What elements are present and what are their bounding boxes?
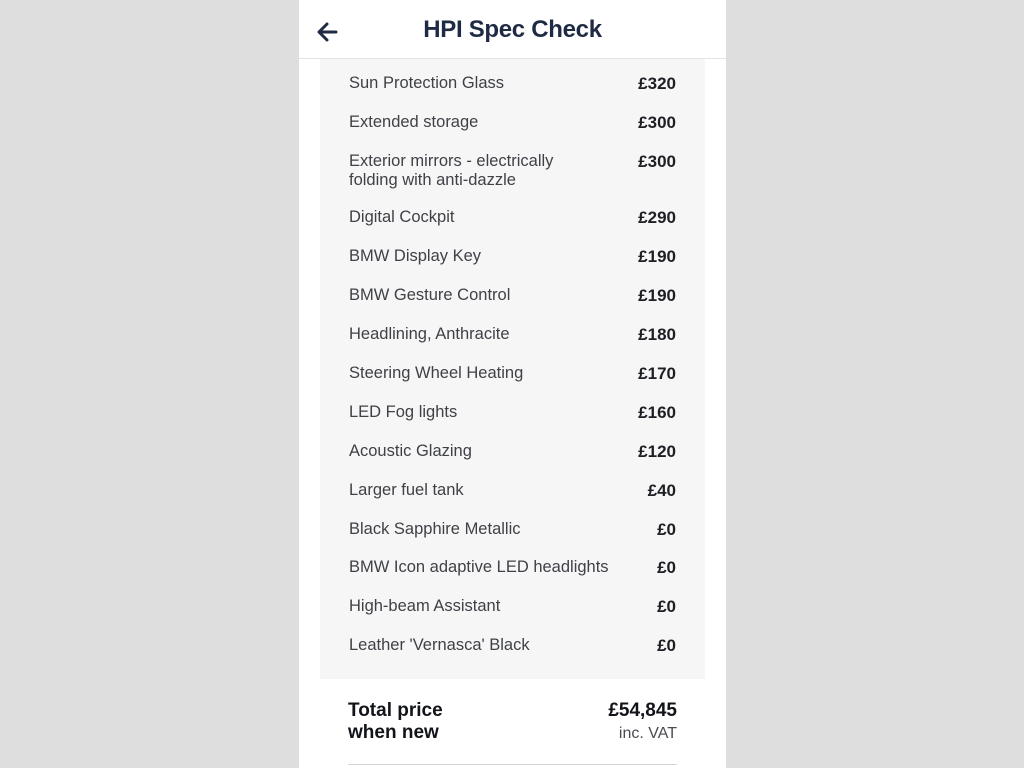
option-name: BMW Gesture Control (349, 286, 511, 304)
option-price: £120 (638, 442, 676, 461)
option-price: £0 (657, 558, 676, 577)
option-name: Sun Protection Glass (349, 74, 504, 92)
option-row (349, 403, 676, 422)
option-price: £290 (638, 208, 676, 227)
option-row (349, 113, 676, 132)
option-price: £190 (638, 286, 676, 305)
option-name: Exterior mirrors - electrically folding with anti-dazzle (349, 152, 554, 189)
option-name: Black Sapphire Metallic (349, 520, 521, 538)
option-row (349, 520, 676, 539)
option-price: £170 (638, 364, 676, 383)
page-title: HPI Spec Check (423, 16, 602, 43)
phone-screen (299, 0, 726, 768)
total-price-section (348, 700, 677, 746)
option-name: BMW Display Key (349, 247, 482, 265)
option-name: Larger fuel tank (349, 481, 464, 499)
option-row (349, 152, 676, 190)
option-price: £300 (638, 152, 676, 171)
option-price: £0 (657, 597, 676, 616)
option-row (349, 481, 676, 500)
option-price: £190 (638, 247, 676, 266)
option-name: Digital Cockpit (349, 208, 455, 226)
option-price: £40 (647, 481, 676, 500)
option-row (349, 364, 676, 383)
option-price: £300 (638, 113, 676, 132)
option-name: Acoustic Glazing (349, 442, 472, 460)
option-row (349, 208, 676, 227)
option-name: Headlining, Anthracite (349, 325, 510, 343)
option-name: High-beam Assistant (349, 597, 501, 615)
total-price-value: £54,845 (608, 700, 677, 721)
option-name: BMW Icon adaptive LED headlights (349, 558, 609, 576)
option-price: £0 (657, 636, 676, 655)
options-panel (320, 59, 705, 679)
option-price: £160 (638, 403, 676, 422)
vat-note: inc. VAT (618, 725, 677, 742)
option-price: £0 (657, 520, 676, 539)
total-price-label: Total price when new (348, 700, 443, 743)
option-row (349, 597, 676, 616)
total-price-values (608, 700, 677, 746)
option-price: £320 (638, 74, 676, 93)
option-row (349, 286, 676, 305)
option-row (349, 74, 676, 93)
header-bar (299, 0, 726, 59)
option-row (349, 247, 676, 266)
option-row (349, 325, 676, 344)
option-row (349, 558, 676, 577)
option-row (349, 442, 676, 461)
option-name: Extended storage (349, 113, 479, 131)
divider (348, 764, 677, 765)
option-name: LED Fog lights (349, 403, 458, 421)
option-price: £180 (638, 325, 676, 344)
option-name: Leather 'Vernasca' Black (349, 636, 530, 654)
option-row (349, 636, 676, 655)
option-name: Steering Wheel Heating (349, 364, 524, 382)
